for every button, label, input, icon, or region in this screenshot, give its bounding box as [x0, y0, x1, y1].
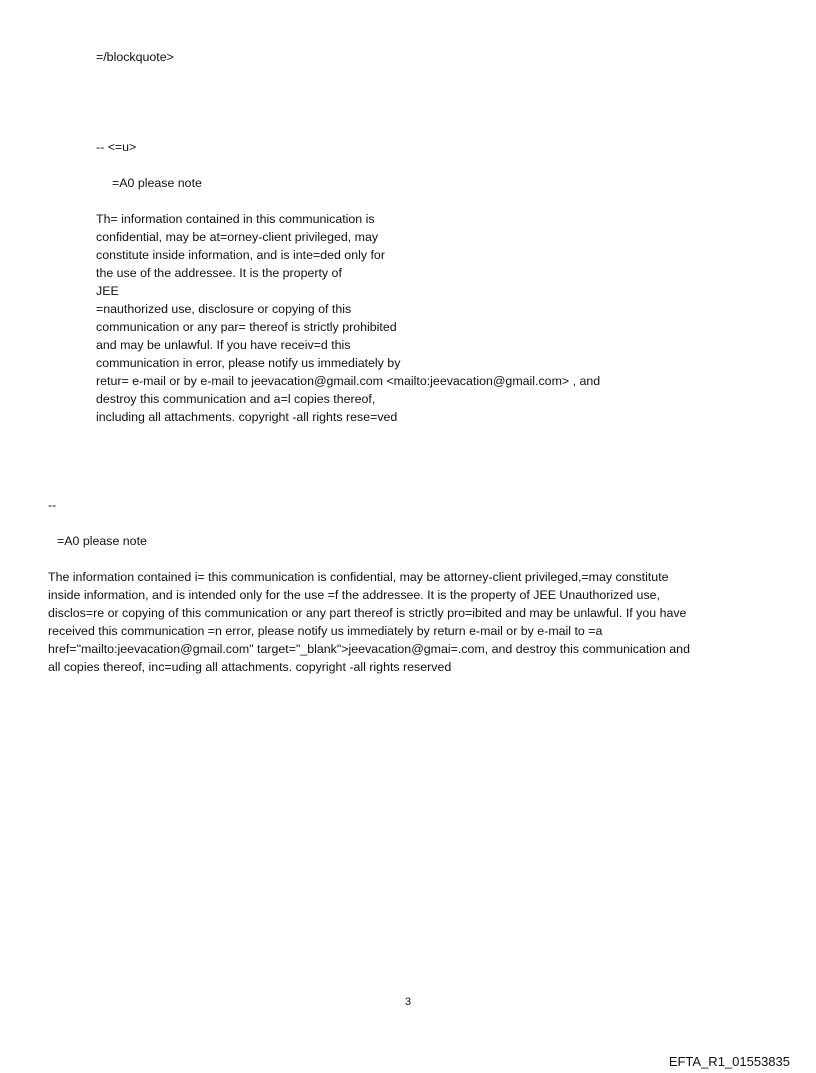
notice-line: inside information, and is intended only for the use =f the addressee. It is the property of JEE Unauthorized use,	[48, 588, 660, 602]
notice-line: retur= e-mail or by e-mail to jeevacation@gmail.com <mailto:jeevacation@gmail.com> , and	[96, 374, 601, 388]
notice-line: communication in error, please notify us immediately by	[96, 356, 401, 370]
signature-marker: --	[48, 498, 57, 512]
notice-line: constitute inside information, and is inte=ded only for	[96, 248, 385, 262]
notice-line: href="mailto:jeevacation@gmail.com" target="_blank">jeevacation@gmai=.com, and destroy this communication and	[48, 642, 690, 656]
notice-line: JEE	[96, 284, 119, 298]
notice-line: =nauthorized use, disclosure or copying of this	[96, 302, 352, 316]
notice-line: The information contained i= this communication is confidential, may be attorney-client privileged,=may constitute	[48, 570, 669, 584]
notice-line: including all attachments. copyright -all rights rese=ved	[96, 410, 398, 424]
notice-line: all copies thereof, inc=uding all attachments. copyright -all rights reserved	[48, 660, 452, 674]
notice-line: disclos=re or copying of this communication or any part thereof is strictly pro=ibited and may be unlawful. If you have	[48, 606, 687, 620]
notice-line: communication or any par= thereof is strictly prohibited	[96, 320, 397, 334]
note-heading: =A0 please note	[57, 534, 147, 548]
notice-line: Th= information contained in this communication is	[96, 212, 375, 226]
document-id: EFTA_R1_01553835	[668, 1054, 790, 1069]
note-heading-quoted: =A0 please note	[112, 176, 202, 190]
signature-marker-quoted: -- <=u>	[96, 140, 137, 154]
notice-line: confidential, may be at=orney-client privileged, may	[96, 230, 379, 244]
notice-line: received this communication =n error, please notify us immediately by return e-mail or by e-mail to =a	[48, 624, 603, 638]
quote-end-tag: =/blockquote>	[96, 50, 174, 64]
notice-line: destroy this communication and a=l copies thereof,	[96, 392, 376, 406]
notice-line: the use of the addressee. It is the property of	[96, 266, 342, 280]
notice-line: and may be unlawful. If you have receiv=d this	[96, 338, 351, 352]
page-number: 3	[404, 996, 412, 1008]
confidentiality-notice	[48, 568, 690, 676]
